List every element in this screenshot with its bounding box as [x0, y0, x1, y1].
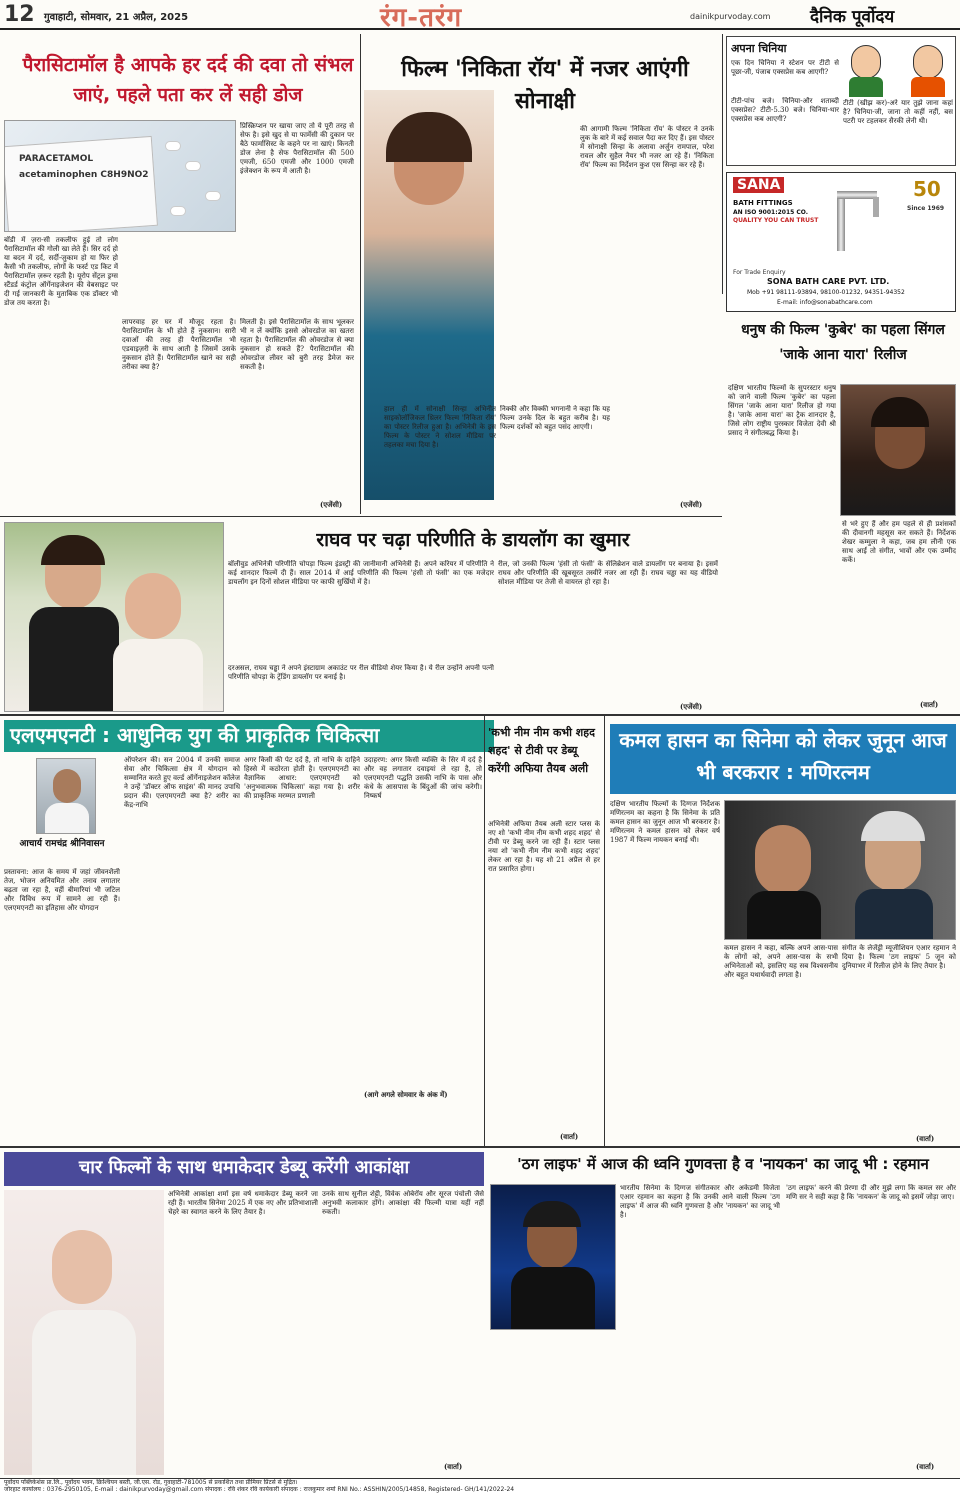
article-credit: (एजेंसी) [680, 702, 703, 711]
page-number: 12 [4, 2, 35, 27]
cartoon-text-2: टीटी-पांच बजे। चिनिया-और शताब्दी एक्सप्रेस? टीटी-5.30 बजे। चिनिया-थार एक्सप्रेस कब आएगी? [731, 97, 839, 123]
article-text-akanksha-col1: अभिनेत्री आकांक्षा शर्मा इस वर्ष धमाकेदार डेब्यू करने जा रही हैं। भारतीय सिनेमा 2025 में एक नए और प्रतिभाशाली चेहरे का स्वागत करने के लिए तैयार है। [168, 1190, 318, 1216]
ad-tagline: QUALITY YOU CAN TRUST [733, 217, 819, 224]
article-text-kamal-col1: दक्षिण भारतीय फिल्मों के दिग्गज निर्देशक मणिरत्नम का कहना है कि सिनेमा के प्रति कमल हासन का जुनून आज भी बरकरार है। मणिरत्नम ने कमल हासन को लेकर वर्ष 1987 में फिल्म नायकन बनाई थी। [610, 800, 720, 844]
article-text-akanksha-col2: उनके साथ सुनील शेट्टी, विवेक ओबेरॉय और सूरज पंचोली जैसे अनुभवी कलाकार होंगे। आकांक्षा की फिल्मी यात्रा यहीं नहीं रुकती। [322, 1190, 484, 1216]
divider [0, 1146, 960, 1148]
rahman-photo [490, 1184, 616, 1330]
divider [0, 516, 722, 517]
article-text-dhanush-col2: से भरे हुए हैं और हम पहले से ही प्रशंसकों की दीवानगी महसूस कर सकते हैं। निर्देशक शेखर कम्मुला ने कहा, जब हम लीनी एक साथ आईं तो संगीत, भावों और एक उम्मीद कर्के। [842, 520, 956, 564]
article-text-kamal-col3: संगीत के लेजेंड्री म्यूजीशियन एआर रहमान ने दिया है। फिल्म 'ठग लाइफ' 5 जून को दुनियाभर में रिलीज होने के लिए तैयार है। [842, 944, 956, 970]
article-headline-kamal: कमल हासन का सिनेमा को लेकर जुनून आज भी बरकरार : मणिरत्नम [610, 724, 956, 794]
ad-company: SONA BATH CARE PVT. LTD. [767, 277, 890, 286]
kamal-maniratnam-photo [724, 800, 956, 940]
image-caption: PARACETAMOL acetaminophen C8H9NO2 [19, 154, 149, 180]
ad-sana-bath[interactable] [726, 172, 956, 312]
ad-contact: Mob +91 98111-93894, 98100-01232, 94351-94352 [747, 289, 905, 296]
continued-note: (आगे अगले सोमवार के अंक में) [364, 1090, 448, 1099]
article-text-lmnt-col2: ऑपरेशन की। सन 2004 में उनकी समाज सेवा और चिकित्सा क्षेत्र में योगदान को सम्मानित करते हुए वर्ल्ड ऑर्गेनाइजेशन कॉलेज ने उन्हें 'डॉक्टर ऑफ साइंस' की मानद उपाधि प्रदान की। एलएमएनटी क्या है? शरीर का केंद्र-नाभि [124, 756, 240, 809]
divider [0, 714, 960, 716]
article-text-sonakshi-col1: हाल ही में सोनाक्षी सिन्हा अभिनीत साइकोलॉजिकल थ्रिलर फिल्म 'निकिता रॉय' का पोस्टर रिलीज हुआ है। अभिनेत्री के इस फिल्म के पोस्टर ने सोशल मीडिया पर तहलका मचा दिया है। [384, 405, 496, 449]
article-headline-paracetamol: पैरासिटामॉल है आपके हर दर्द की दवा तो संभल जाएं, पहले पता कर लें सही डोज [22, 54, 354, 106]
paper-name: दैनिक पूर्वोदय [810, 7, 895, 27]
article-text-paracetamol-col2: प्रिस्क्रिप्शन पर खाया जाए तो ये पूरी तरह से सेफ है। इसे खुद से या फार्मेसी की दुकान पर बैठे फार्मासिस्ट के कहने पर ना खाएं। किनती डोज लेना है सेफ पैरासिटामॉल की 500 एमजी, 650 एमजी और 1000 एमजी इंजेक्शन के रूप में आती है। [240, 122, 354, 175]
article-text-sonakshi-col2: निक्की और विक्की भगनानी ने कहा कि यह फिल्म उनके दिल के बहुत करीब है। यह फिल्म दर्शकों को बहुत पसंद आएगी। [500, 405, 610, 431]
faucet-image [827, 187, 897, 257]
article-text-rahman-col1: भारतीय सिनेमा के दिग्गज संगीतकार और अकेडमी विजेता एआर रहमान का कहना है कि उनकी आने वाली फिल्म 'ठग लाइफ' में आज की ध्वनि गुणवत्ता है और 'नायकन' का जादू भी है। [620, 1184, 780, 1219]
ad-years: 50 [913, 177, 941, 201]
article-credit: (वार्ता) [444, 1462, 463, 1471]
article-credit: (वार्ता) [916, 1462, 935, 1471]
author-name: आचार्य रामचंद्र श्रीनिवासन [19, 839, 105, 849]
article-text-sonakshi-col3: की आगामी फिल्म 'निकिता रॉय' के पोस्टर ने उनके लुक के बारे में कई सवाल पैदा कर दिए हैं। इस पोस्टर में सोनाक्षी सिन्हा के अलावा अर्जुन रामपाल, परेश रावल और सुहैल नैयर भी नजर आ रहे हैं। 'निकिता रॉय' फिल्म का निर्देशन कुश एस सिन्हा कर रहे हैं। [580, 125, 714, 169]
article-credit: (एजेंसी) [680, 500, 703, 509]
footer-line-2: जोरहाट कार्यालय : 0376-2950105, E-mail : dainikpurvoday@gmail.com संपादक : रवि शंकर रवि कार्यकारी संपादक : राजकुमार शर्मा RNI No.: ASSHIN/2005/14858, Registered- GH/141/2022-24 [4, 1486, 515, 1493]
footer [0, 1478, 960, 1493]
divider [604, 716, 605, 1146]
article-credit: (वार्ता) [920, 700, 939, 709]
article-text-lmnt-col4: उदाहरण: अगर किसी व्यक्ति के सिर में दर्द है और वह लगातार दवाइयां ले रहा है, तो एलएमएनटी पद्धति उसकी नाभि के पास और कंधे के आसपास के बिंदुओं की जांच करेगी। निष्कर्ष [364, 756, 482, 800]
website: dainikpurvoday.com [690, 12, 771, 21]
section-title: रंग-तरंग [380, 3, 463, 33]
divider [484, 716, 485, 1146]
article-credit: (एजेंसी) [320, 500, 343, 509]
article-text-raghav-col1: बॉलीवुड अभिनेत्री परिणीति चोपड़ा फिल्म इंडस्ट्री की जानीमानी अभिनेत्री हैं। अपने करियर में परिणीति ने कई शानदार फिल्में दी हैं। साल 2014 में आई परिणीति की फिल्म 'हंसी तो फंसी' का एक मजेदार डायलॉग इन दिनों सोशल मीडिया पर काफी सुर्खियों में है। [228, 560, 494, 586]
article-headline-sonakshi: फिल्म 'निकिता रॉय' में नजर आएंगी सोनाक्षी [401, 57, 689, 114]
article-headline-afiya: 'कभी नीम नीम कभी शहद शहद' से टीवी पर डेब्यू करेंगी अफिया तैयब अली [488, 726, 595, 775]
article-text-lmnt-col1: प्रस्तावना: आज के समय में जहां जीवनशैली तेज, भोजन अनियमित और तनाव लगातार बढ़ता जा रहा है, वहीं बीमारियां भी जटिल और विविध रूप में सामने आ रही हैं। एलएमएनटी का इतिहास और योगदान [4, 868, 120, 912]
ad-cert: AN ISO 9001:2015 CO. [733, 209, 809, 216]
article-text-raghav-col2: रील, जो उनकी फिल्म 'हंसी तो फंसी' के सेलिब्रेशन वाले डायलॉग पर बनाया है। इसमें राघव और परिणीति की खूबसूरत तस्वीरें नजर आ रही हैं। राघव चड्ढा का यह वीडियो सोशल मीडिया पर तेजी से वायरल हो रहा है। [498, 560, 718, 586]
article-headline-dhanush: धनुष की फिल्म 'कुबेर' का पहला सिंगल 'जाके आना यारा' रिलीज [741, 322, 945, 363]
article-headline-akanksha: चार फिल्मों के साथ धमाकेदार डेब्यू करेंगी आकांक्षा [4, 1152, 484, 1186]
footer-line-1: पूर्वोदय पब्लिकेशंस प्रा.लि., पूर्वोदय भवन, क्रिश्चियन बस्ती, जी.एस. रोड, गुवाहाटी-781005 से प्रकाशित तथा प्रीमियर प्रिंटर्स से मुद्रित। [4, 1479, 298, 1486]
article-credit: (वार्ता) [560, 1132, 579, 1141]
article-text-dhanush-col1: दक्षिण भारतीय फिल्मों के सुपरस्टार धनुष को जाने वाली फिल्म 'कुबेर' का पहला सिंगल 'जाके आना यारा' रिलीज हो गया है। 'जाके आना यारा' का ट्रैक शानदार है, जिसे लोग राष्ट्रीय पुरस्कार विजेता देवी श्री प्रसाद ने संगीतबद्ध किया है। [728, 384, 836, 437]
article-text-rahman-col2: 'ठग लाइफ' करने की प्रेरणा दी और मुझे लगा कि कमल सर और मणि सर ने सही कहा है कि 'नायकन' के जादू को इसमें जोड़ा जाए। [786, 1184, 956, 1201]
article-text-paracetamol-col4: मिलती है। इसे पैरासिटामॉल के साथ भूलकर भी न लें क्योंकि इससे ओवरडोज का खतरा रहता है। पैरासिटामॉल की ओवरडोज से क्या नुकसान हो सकते हैं? पैरासिटामॉल की ओवरडोज लीवर को बुरी तरह डैमेज कर सकती है। [240, 318, 354, 371]
cartoon-box [726, 36, 956, 166]
ad-email: E-mail: info@sonabathcare.com [777, 299, 873, 306]
paracetamol-image [4, 120, 236, 232]
cartoon-text-3: टीटी (खीझ कर)-अरे यार तुझे जाना कहां है? चिनिया-जी, जाना तो कहीं नहीं, बस पटरी पर टहलकर सैरकी लेनी थी। [843, 99, 953, 125]
cartoon-drawing [843, 39, 953, 97]
masthead [0, 0, 960, 33]
ad-since: Since 1969 [907, 205, 945, 212]
divider [360, 34, 361, 514]
article-text-afiya: अभिनेत्री अफिया तैयब अली स्टार प्लस के नए शो 'कभी नीम नीम कभी शहद शहद' से टीवी पर डेब्यू करने जा रही हैं। स्टार प्लस नया शो 'कभी नीम नीम कभी शहद शहद' लेकर आ रहा है। यह शो 21 अप्रैल से हर रात प्रसारित होगा। [488, 820, 600, 873]
article-text-paracetamol-col3: लापरवाह हर घर में मौजूद रहता है। पैरासिटामॉल के भी होते हैं नुकसान। सारी दवाओं की तरह ही पैरासिटामॉल भी एडवाइज़री के साथ आती है जिसमें उसके नुकसान होते हैं। पैरासिटामॉल खाने का सही तरीका क्या है? [122, 318, 236, 371]
dateline: गुवाहाटी, सोमवार, 21 अप्रैल, 2025 [44, 12, 189, 23]
article-text-lmnt-col3: अगर किसी की पेट दर्द है, तो नाभि के दाहिने हिस्से में कठोरता होती है। एलएमएनटी का वैज्ञानिक आधार: एलएमएनटी को 'अनुभवात्मक चिकित्सा' कहा गया है। शरीर की प्राकृतिक मरम्मत प्रणाली [244, 756, 360, 800]
article-credit: (वार्ता) [916, 1134, 935, 1143]
author-photo [36, 758, 96, 834]
divider [722, 34, 723, 294]
article-text-paracetamol-col1: बॉडी में ज़रा-सी तकलीफ हुई तो लोग पैरासिटामॉल की गोली खा लेते हैं। सिर दर्द हो या बदन में दर्द, सर्दी-जुकाम हो या फिर हो कैसी भी तकलीफ, लोगों के फर्स्ट एड किट में पैरासिटामॉल ज़रूर रहती है। यूरोप सेंट्रल ड्रग्स स्टैंडर्ड कंट्रोल ऑर्गेनाइजेशन की वेबसाइट पर दी गई जानकारी के मुताबिक एक डॉक्टर भी डोज तय करता है। [4, 236, 118, 307]
dhanush-photo [840, 384, 956, 516]
ad-product: BATH FITTINGS [733, 199, 793, 207]
article-text-raghav-col3: दरअसल, राघव चड्ढा ने अपने इंस्टाग्राम अकाउंट पर रील वीडियो शेयर किया है। ये रील उन्होंने अपनी पत्नी परिणीति चोपड़ा के ट्रेंडिंग डायलॉग पर बनाई है। [228, 664, 494, 681]
cartoon-text-1: एक दिन चिनिया ने स्टेशन पर टीटी से पूछा-जी, पंजाब एक्सप्रेस कब आएगी? [731, 59, 839, 76]
ad-enquiry: For Trade Enquiry [733, 269, 786, 276]
akanksha-photo [4, 1190, 164, 1475]
ad-brand: SANA [733, 177, 784, 193]
cartoon-title: अपना चिनिया [731, 42, 787, 55]
article-text-kamal-col2: कमल हासन ने कहा, बल्कि अपने आस-पास के लोगों को, अपने आस-पास के सभी अभिनेताओं को, इसलिए यह सब विश्वसनीय और बहुत यथार्थवादी लगता है। [724, 944, 838, 979]
raghav-parineeti-photo [4, 522, 224, 712]
article-headline-lmnt: एलएमएनटी : आधुनिक युग की प्राकृतिक चिकित्सा [4, 720, 494, 752]
article-headline-raghav: राघव पर चढ़ा परिणीति के डायलॉग का खुमार [316, 529, 630, 551]
article-headline-rahman: 'ठग लाइफ' में आज की ध्वनि गुणवत्ता है व 'नायकन' का जादू भी : रहमान [517, 1155, 929, 1173]
